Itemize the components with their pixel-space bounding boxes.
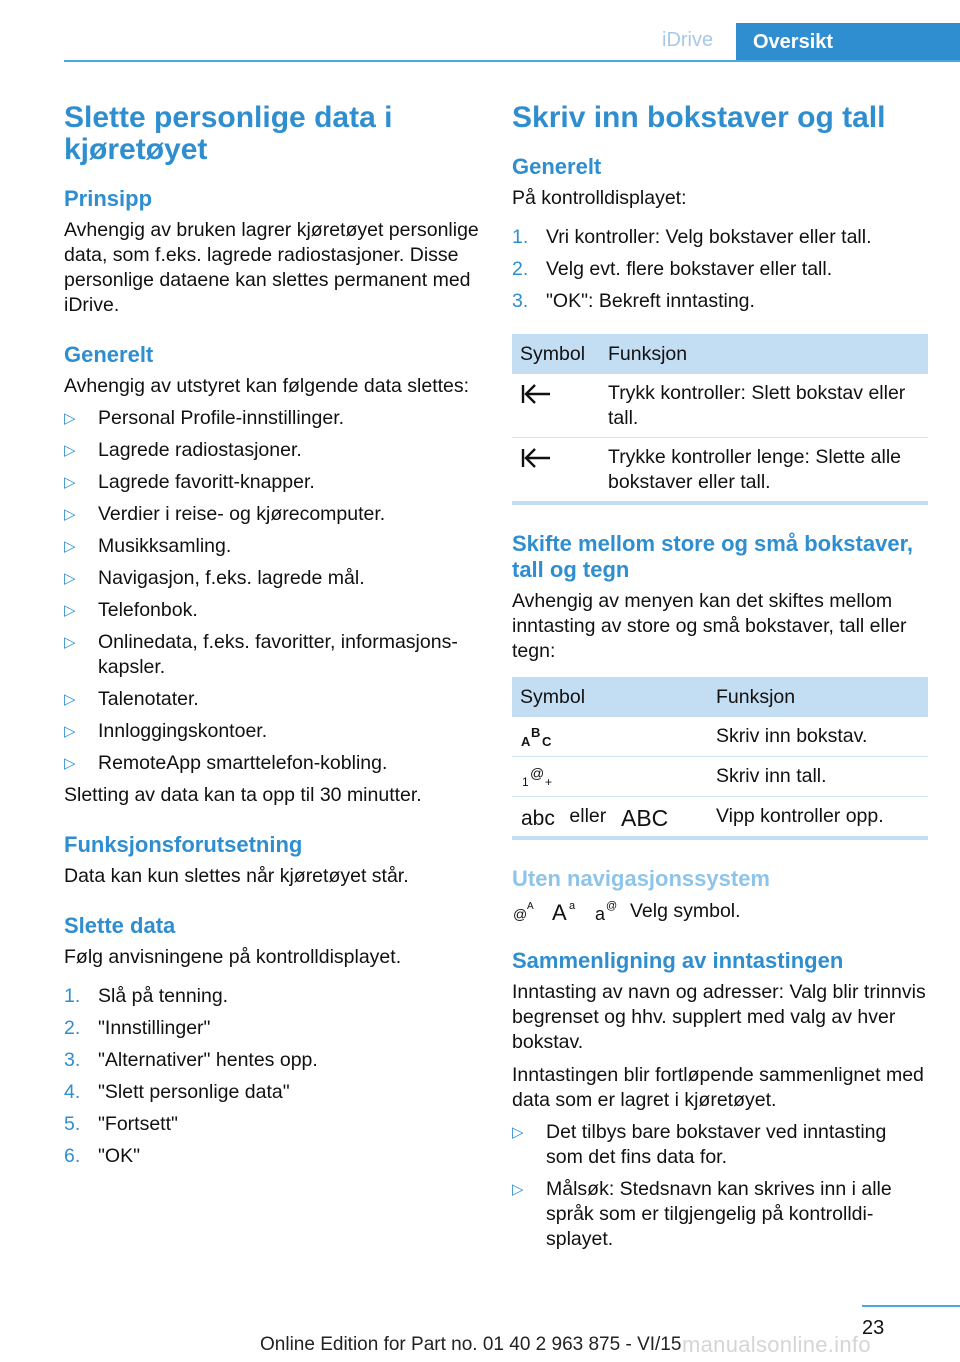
list-item: ▷ Verdier i reise- og kjørecomputer. (64, 503, 386, 525)
heading-requirement: Funksjonsforutsetning (64, 832, 303, 857)
list-item: ▷ Innloggingskontoer. (64, 720, 268, 742)
svg-text:+: + (545, 775, 553, 789)
table-header-symbol: Symbol (512, 677, 708, 717)
heading-general: Generelt (512, 154, 602, 179)
numbers-symbols-icon (520, 764, 556, 790)
left-column (64, 102, 484, 1176)
list-item: 3. "OK": Bekreft inntasting. (512, 290, 755, 312)
list-item: ▷ Lagrede favoritt-knapper. (64, 471, 315, 493)
heading-without-navigation: Uten navigasjonssystem (512, 866, 770, 891)
deletable-data-list (64, 406, 484, 776)
svg-text:@: @ (606, 900, 618, 912)
tab-idrive[interactable]: iDrive (662, 29, 714, 51)
triangle-bullet-icon: ▷ (64, 538, 76, 555)
triangle-bullet-icon: ▷ (64, 691, 76, 708)
list-item: ▷ Musikksamling. (64, 535, 232, 557)
list-item: 2. "Innstillinger" (64, 1017, 211, 1039)
input-mode-table (512, 677, 928, 840)
svg-text:a: a (595, 904, 606, 923)
edition-text: Online Edition for Part no. 01 40 2 963 875 - VI/15 (260, 1334, 682, 1355)
tab-oversikt[interactable]: Oversikt (736, 23, 960, 62)
table-row (512, 757, 928, 797)
abc-letters-icon (520, 724, 556, 750)
list-item: 1. Vri kontroller: Velg bokstaver eller tall. (512, 226, 872, 248)
heading-switch-case: Skifte mellom store og små bokstaver, tall og tegn (512, 531, 914, 582)
delete-symbol-table (512, 334, 928, 505)
triangle-bullet-icon: ▷ (64, 410, 76, 427)
triangle-bullet-icon: ▷ (64, 474, 76, 491)
compare-list (512, 1120, 928, 1252)
list-item: 6. "OK" (64, 1145, 141, 1167)
list-item: ▷ Det tilbys bare bokstaver ved inntasting som det fins data for. (512, 1121, 887, 1168)
backspace-icon (520, 447, 552, 469)
list-item: 4. "Slett personlige data" (64, 1081, 290, 1103)
heading-delete-data: Slette data (64, 913, 176, 938)
lowercase-letters-icon (520, 805, 560, 829)
triangle-bullet-icon: ▷ (64, 506, 76, 523)
heading-principle: Prinsipp (64, 186, 153, 211)
list-item: 3. "Alternativer" hentes opp. (64, 1049, 318, 1071)
or-connector: eller (569, 805, 607, 828)
table-cell-function: Trykke kontroller lenge: Slette alle bokstaver eller tall. (600, 438, 928, 504)
svg-text:abc: abc (521, 807, 555, 829)
letters-icon (552, 898, 582, 924)
triangle-bullet-icon: ▷ (64, 602, 76, 619)
select-symbol-text: Velg symbol. (630, 899, 741, 922)
list-item: ▷ RemoteApp smarttelefon-kobling. (64, 752, 388, 774)
svg-text:ABC: ABC (620, 805, 668, 830)
requirement-text: Data kan kun slettes når kjøretøyet står. (64, 865, 409, 887)
list-item: ▷ Talenotater. (64, 688, 199, 710)
delete-steps (64, 984, 484, 1169)
list-item: ▷ Navigasjon, f.eks. lagrede mål. (64, 567, 365, 589)
table-row (512, 438, 928, 504)
heading-compare-input: Sammenligning av inntastingen (512, 948, 844, 973)
list-item: 2. Velg evt. flere bokstaver eller tall. (512, 258, 833, 280)
principle-text: Avhengig av bruken lagrer kjøretøyet personlige data, som f.eks. lagrede radiostasjoner. Disse personlige dataene kan slettes permanent med iDrive. (64, 219, 479, 316)
list-item: ▷ Personal Profile-innstillinger. (64, 407, 345, 429)
symbol-at-a-icon (512, 899, 540, 923)
footer-rule (862, 1305, 960, 1307)
svg-text:C: C (542, 734, 552, 749)
svg-text:@: @ (513, 906, 528, 922)
table-row (512, 717, 928, 757)
backspace-icon (520, 383, 552, 405)
compare-text-1: Inntasting av navn og adresser: Valg blir trinnvis begrenset og hhv. supplert med valg av hver bokstav. (512, 981, 926, 1053)
svg-text:A: A (521, 734, 531, 749)
list-item: 1. Slå på tenning. (64, 985, 229, 1007)
compare-text-2: Inntastingen blir fortløpende sammenlignet med data som er lagret i kjøretøyet. (512, 1064, 924, 1111)
section-title-delete-personal-data: Slette personlige data i kjøretøyet (64, 101, 393, 166)
svg-text:@: @ (530, 765, 545, 781)
switch-text: Avhengig av menyen kan det skiftes mellom inntasting av store og små bokstaver, tall eller tegn: (512, 590, 907, 662)
svg-text:a: a (569, 900, 576, 912)
list-item: ▷ Onlinedata, f.eks. favoritter, informasjonskapsler. (64, 631, 458, 678)
svg-text:A: A (527, 901, 534, 912)
list-item: 5. "Fortsett" (64, 1113, 178, 1135)
table-header-symbol: Symbol (512, 334, 600, 374)
table-row (512, 797, 928, 839)
heading-general: Generelt (64, 342, 154, 367)
triangle-bullet-icon: ▷ (64, 634, 76, 651)
uppercase-letters-icon (620, 804, 670, 830)
svg-text:B: B (531, 725, 541, 740)
svg-text:1: 1 (522, 775, 529, 789)
general-intro: På kontrolldisplayet: (512, 187, 687, 209)
triangle-bullet-icon: ▷ (512, 1124, 524, 1141)
section-title-enter-letters: Skriv inn bokstaver og tall (512, 101, 886, 134)
svg-text:A: A (552, 900, 567, 924)
header-rule (64, 60, 960, 62)
page-number: 23 (862, 1317, 885, 1339)
list-item: ▷ Telefonbok. (64, 599, 198, 621)
symbol-row (512, 898, 928, 924)
triangle-bullet-icon: ▷ (64, 442, 76, 459)
triangle-bullet-icon: ▷ (512, 1181, 524, 1198)
letter-at-icon (594, 899, 622, 923)
table-cell-function: Skriv inn tall. (708, 757, 928, 797)
table-row (512, 374, 928, 438)
table-cell-function: Skriv inn bokstav. (708, 717, 928, 757)
right-column (512, 102, 928, 1259)
table-cell-function: Vipp kontroller opp. (708, 797, 928, 839)
table-header-function: Funksjon (708, 677, 928, 717)
input-steps (512, 225, 928, 314)
general-intro: Avhengig av utstyret kan følgende data slettes: (64, 375, 470, 397)
list-item: ▷ Lagrede radiostasjoner. (64, 439, 302, 461)
delete-intro: Følg anvisningene på kontrolldisplayet. (64, 946, 402, 968)
triangle-bullet-icon: ▷ (64, 723, 76, 740)
list-item: ▷ Målsøk: Stedsnavn kan skrives inn i alle språk som er tilgjengelig på kontrolldisplayet. (512, 1178, 892, 1250)
table-header-function: Funksjon (600, 334, 928, 374)
triangle-bullet-icon: ▷ (64, 755, 76, 772)
watermark: manualsonline.info (682, 1332, 871, 1357)
deletion-time-note: Sletting av data kan ta opp til 30 minutter. (64, 784, 422, 806)
triangle-bullet-icon: ▷ (64, 570, 76, 587)
table-cell-function: Trykk kontroller: Slett bokstav eller tall. (600, 374, 928, 438)
